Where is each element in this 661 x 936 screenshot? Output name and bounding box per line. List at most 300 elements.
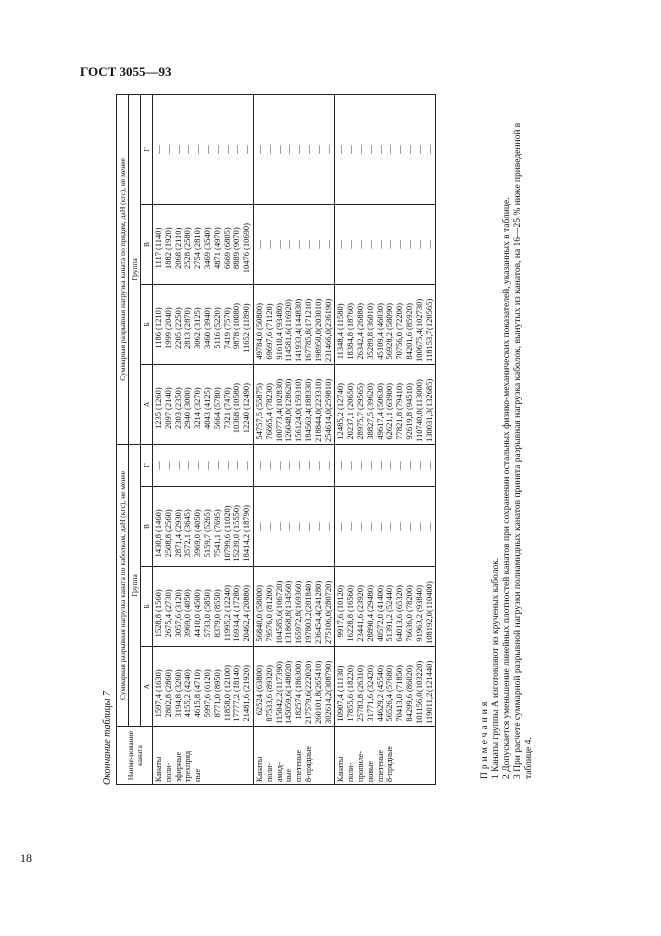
value-dan: 25783,8: [354, 694, 365, 722]
rope-name-line: Канаты: [336, 756, 346, 782]
dash-mark: —: [283, 240, 294, 249]
value-kgs: (18220): [345, 665, 356, 692]
value-dan: 131868,8: [283, 612, 294, 644]
dash-mark: —: [172, 145, 183, 154]
value-kgs: (46030): [374, 303, 385, 330]
value-kgs: (17280): [231, 585, 242, 612]
dash-mark: —: [335, 145, 346, 154]
rope-name-line: поли-: [346, 762, 356, 782]
dash-mark: —: [302, 240, 313, 249]
value-kgs: (4970): [211, 227, 222, 250]
value-dan: 79576,0: [263, 614, 274, 642]
dash-mark: —: [322, 461, 333, 470]
dash-mark: —: [354, 461, 365, 470]
value-dan: 236454,4: [312, 612, 323, 644]
value-dan: 1882: [162, 251, 173, 269]
cell-k-g: [253, 444, 334, 486]
value-kgs: (86020): [403, 665, 414, 692]
value-kgs: (102730): [413, 298, 424, 330]
cell-k-a: [335, 647, 436, 727]
value-dan: 7419: [221, 331, 232, 349]
dash-mark: —: [312, 145, 323, 154]
rope-name: [153, 727, 254, 785]
value-kgs: (32420): [364, 665, 375, 692]
value-dan: 5997,6: [201, 694, 212, 718]
cell-p-b: [335, 284, 436, 364]
dash-mark: —: [153, 461, 163, 470]
value-dan: 10368: [231, 411, 242, 434]
value-dan: 4410,0: [192, 614, 203, 638]
dash-mark: —: [423, 461, 434, 470]
dash-mark: —: [293, 145, 304, 154]
value-kgs: (12740): [335, 383, 346, 410]
dash-mark: —: [182, 145, 193, 154]
value-dan: 231466,0: [322, 330, 333, 362]
value-dan: 5159,7: [201, 534, 212, 558]
dash-mark: —: [413, 522, 424, 531]
dash-mark: —: [312, 461, 323, 470]
value-kgs: (3645): [182, 509, 193, 532]
notes-title: Примечания: [480, 698, 490, 779]
value-kgs: (10080): [231, 303, 242, 330]
value-kgs: (134560): [283, 580, 294, 612]
value-dan: 10799,6: [221, 534, 232, 562]
value-dan: 254614,0: [322, 410, 333, 442]
dash-mark: —: [345, 240, 356, 249]
value-kgs: (78230): [263, 383, 274, 410]
value-kgs: (106720): [273, 580, 284, 612]
col-header-name: Наиме-нование каната: [117, 727, 153, 785]
dash-mark: —: [364, 145, 375, 154]
dash-mark: —: [273, 461, 284, 470]
value-line: [242, 569, 252, 644]
page-number: 18: [20, 851, 32, 865]
dash-mark: —: [364, 522, 375, 531]
value-dan: 198950,0: [312, 330, 323, 362]
value-dan: 2754: [192, 251, 203, 269]
value-dan: 56840,0: [253, 614, 264, 642]
value-dan: 218844,0: [312, 410, 323, 442]
value-dan: 17855,6: [345, 694, 356, 722]
value-kgs: (3540): [201, 227, 212, 250]
dash-mark: —: [263, 461, 274, 470]
cell-k-g: [153, 444, 254, 486]
dash-mark: —: [354, 522, 365, 531]
value-kgs: (79410): [394, 383, 405, 410]
dash-mark: —: [312, 240, 323, 249]
value-kgs: (188330): [302, 378, 313, 410]
dash-mark: —: [253, 240, 264, 249]
dash-mark: —: [293, 461, 304, 470]
cell-p-a: [335, 364, 436, 444]
value-dan: 10476: [241, 251, 252, 274]
notes: [480, 95, 535, 779]
sub-a-2: А: [141, 364, 153, 444]
dash-mark: —: [335, 461, 346, 470]
value-line: [242, 207, 252, 282]
value-kgs: (11580): [335, 303, 346, 330]
value-kgs: (29565): [354, 383, 365, 410]
value-dan: 44629,2: [374, 694, 385, 722]
dash-mark: —: [322, 240, 333, 249]
value-kgs: (2870): [182, 307, 193, 330]
value-dan: 3057,6: [172, 614, 183, 638]
dash-mark: —: [221, 461, 232, 470]
value-kgs: (6120): [201, 669, 212, 692]
value-kgs: (186300): [293, 660, 304, 692]
value-line: [242, 649, 252, 724]
value-kgs: (71120): [263, 303, 274, 330]
value-dan: 108192,0: [423, 612, 434, 644]
value-dan: 2802,8: [162, 694, 173, 718]
value-dan: 1117: [153, 251, 163, 269]
value-dan: 118153,7: [423, 330, 434, 362]
cell-k-b: [153, 567, 254, 647]
value-dan: 16934,4: [231, 614, 242, 642]
value-kgs: (94510): [403, 383, 414, 410]
value-dan: 7541,1: [211, 534, 222, 558]
col-header-kabolki: Суммарная разрывная нагрузка каната по каболкам, даН (кгс), не менее: [117, 444, 129, 726]
dash-mark: —: [192, 461, 203, 470]
value-dan: 167785,8: [302, 330, 313, 362]
value-dan: 91963,2: [413, 614, 424, 642]
dash-mark: —: [312, 522, 323, 531]
value-kgs: (12100): [221, 665, 232, 692]
dash-mark: —: [253, 522, 264, 531]
group-label-2: Группа: [129, 94, 141, 444]
value-kgs: (5265): [201, 509, 212, 532]
value-kgs: (3125): [192, 307, 203, 330]
value-kgs: (41400): [374, 585, 385, 612]
dash-mark: —: [231, 145, 242, 154]
value-dan: 10907,4: [335, 694, 346, 722]
value-dan: 197803,2: [302, 612, 313, 644]
rope-name: [335, 727, 436, 785]
value-kgs: (58090): [384, 303, 395, 330]
value-dan: 104585,6: [273, 612, 284, 644]
value-dan: 2675,4: [162, 614, 173, 638]
value-kgs: (9070): [231, 227, 242, 250]
rope-name-line: поли-: [264, 762, 274, 782]
value-dan: 26342,4: [354, 331, 365, 360]
value-kgs: (36010): [364, 303, 375, 330]
value-line: [425, 287, 435, 362]
value-kgs: (50800): [253, 303, 264, 330]
dash-mark: —: [374, 240, 385, 249]
value-dan: 2871,4: [172, 534, 183, 558]
value-kgs: (39620): [364, 383, 375, 410]
dash-mark: —: [403, 145, 414, 154]
dash-mark: —: [403, 461, 414, 470]
value-dan: 100675,4: [413, 330, 424, 362]
value-kgs: (132685): [423, 378, 434, 410]
dash-mark: —: [364, 461, 375, 470]
value-line: [242, 287, 252, 362]
value-kgs: (4125): [201, 387, 212, 410]
dash-mark: —: [263, 522, 274, 531]
dash-mark: —: [423, 522, 434, 531]
value-kgs: (148020): [283, 660, 294, 692]
value-dan: 184563,4: [302, 410, 313, 442]
value-kgs: (18140): [231, 665, 242, 692]
value-kgs: (7570): [221, 307, 232, 330]
value-dan: 87533,6: [263, 694, 274, 722]
value-kgs: (1560): [153, 589, 163, 612]
rope-name-line: эфирные: [173, 751, 183, 782]
value-kgs: (2350): [172, 387, 183, 410]
dash-mark: —: [384, 240, 395, 249]
value-dan: 38827,5: [364, 411, 375, 440]
rotated-table-block: [100, 95, 560, 785]
rope-name-line: ные: [284, 768, 294, 782]
value-kgs: (29480): [364, 585, 375, 612]
cell-p-a: [253, 364, 334, 444]
value-kgs: (1460): [153, 509, 163, 532]
dash-mark: —: [302, 145, 313, 154]
value-kgs: (4240): [182, 669, 193, 692]
dash-mark: —: [241, 461, 252, 470]
value-dan: 77821,8: [394, 411, 405, 440]
value-kgs: (3260): [172, 669, 183, 692]
dash-mark: —: [241, 145, 252, 154]
value-dan: 1235: [153, 411, 163, 429]
rope-name-line: амид-: [274, 762, 284, 782]
rope-name-line: Канаты: [254, 756, 264, 782]
value-kgs: (18760): [345, 303, 356, 330]
value-kgs: (89320): [263, 665, 274, 692]
value-dan: 101156,0: [413, 692, 424, 724]
value-dan: 3572,1: [182, 534, 193, 558]
value-kgs: (65320): [394, 585, 405, 612]
value-dan: 145059,6: [283, 692, 294, 724]
value-dan: 5116: [211, 331, 222, 349]
value-kgs: (15550): [231, 505, 242, 532]
value-kgs: (63800): [253, 665, 264, 692]
value-dan: 4871: [211, 251, 222, 269]
cell-k-b: [253, 567, 334, 647]
value-kgs: (4710): [192, 669, 203, 692]
value-dan: 28890,4: [364, 614, 375, 642]
dash-mark: —: [322, 522, 333, 531]
value-kgs: (4500): [192, 589, 203, 612]
value-dan: 165972,8: [293, 612, 304, 644]
value-dan: 302614,2: [322, 692, 333, 724]
value-dan: 3969,0: [182, 614, 193, 638]
value-dan: 3969,0: [192, 534, 203, 558]
value-kgs: (11020): [221, 505, 232, 532]
value-dan: 4615,8: [192, 694, 203, 718]
value-kgs: (3120): [172, 589, 183, 612]
value-kgs: (265410): [312, 660, 323, 692]
rope-name-line: 8-прядные: [385, 746, 395, 782]
cell-p-a: [153, 364, 254, 444]
value-kgs: (169360): [293, 580, 304, 612]
value-dan: 2508,8: [162, 534, 173, 558]
rope-name-line: плетеные: [375, 749, 385, 782]
value-kgs: (2930): [172, 509, 183, 532]
value-kgs: (1920): [162, 227, 173, 250]
value-dan: 4155,2: [182, 694, 193, 718]
value-kgs: (201840): [302, 580, 313, 612]
value-dan: 156124,0: [293, 410, 304, 442]
cell-p-b: [153, 284, 254, 364]
dash-mark: —: [354, 240, 365, 249]
value-dan: 5664: [211, 411, 222, 429]
sub-a-1: А: [141, 647, 153, 727]
value-dan: 141933,4: [293, 330, 304, 362]
cell-k-v: [153, 487, 254, 567]
dash-mark: —: [403, 522, 414, 531]
value-line: [425, 569, 435, 644]
value-kgs: (159310): [293, 378, 304, 410]
value-line: [324, 287, 334, 362]
value-dan: 2205: [172, 331, 183, 349]
value-dan: 16228,8: [345, 614, 356, 642]
dash-mark: —: [345, 522, 356, 531]
value-dan: 1597,4: [153, 694, 163, 718]
value-kgs: (26310): [354, 665, 365, 692]
dash-mark: —: [153, 145, 163, 154]
col-header-pryadi: Суммарная разрывная нагрузка каната по прядям, даН (кгс), не менее: [117, 94, 129, 444]
dash-mark: —: [162, 145, 173, 154]
value-kgs: (121440): [423, 660, 434, 692]
cell-p-g: [153, 94, 254, 204]
table-row: [335, 94, 436, 784]
dash-mark: —: [374, 522, 385, 531]
value-dan: 2097: [162, 411, 173, 429]
value-kgs: (10580): [231, 383, 242, 410]
value-kgs: (117390): [273, 661, 284, 692]
value-dan: 84299,6: [403, 694, 414, 722]
cell-k-b: [335, 567, 436, 647]
value-line: [324, 367, 334, 442]
value-kgs: (3000): [182, 387, 193, 410]
value-dan: 17777,2: [231, 694, 242, 722]
value-dan: 49617,4: [374, 411, 385, 440]
value-dan: 110740,0: [413, 410, 424, 442]
value-kgs: (16560): [345, 585, 356, 612]
table-row: [153, 94, 254, 784]
value-kgs: (45540): [374, 665, 385, 692]
value-kgs: (93840): [413, 585, 424, 612]
dash-mark: —: [211, 461, 222, 470]
data-table: [116, 94, 436, 785]
cell-p-b: [253, 284, 334, 364]
rope-name-line: 8-прядные: [303, 746, 313, 782]
value-dan: 12485,2: [335, 411, 346, 440]
dash-mark: —: [345, 461, 356, 470]
value-dan: 12240: [241, 411, 252, 434]
dash-mark: —: [231, 461, 242, 470]
value-line: [324, 569, 334, 644]
value-kgs: (2810): [192, 227, 203, 250]
value-kgs: (102830): [273, 378, 284, 410]
cell-k-v: [335, 487, 436, 567]
value-dan: 64013,6: [394, 614, 405, 642]
value-dan: 76636,0: [403, 614, 414, 642]
value-dan: 69697,6: [263, 331, 274, 360]
dash-mark: —: [413, 461, 424, 470]
value-kgs: (5780): [211, 387, 222, 410]
value-dan: 49784,0: [253, 331, 264, 360]
value-kgs: (4050): [182, 589, 193, 612]
sub-v-1: В: [141, 487, 153, 567]
dash-mark: —: [364, 240, 375, 249]
table-caption: Окончание таблицы 7: [102, 691, 113, 785]
value-kgs: (85920): [403, 303, 414, 330]
rope-name-line: поли-: [163, 762, 173, 782]
value-kgs: (1260): [153, 387, 163, 410]
sub-b-2: Б: [141, 284, 153, 364]
value-dan: 6669: [221, 251, 232, 269]
value-kgs: (236190): [322, 298, 333, 330]
value-dan: 275106,0: [322, 612, 333, 644]
value-kgs: (113000): [413, 379, 424, 410]
value-dan: 18384,8: [345, 331, 356, 360]
value-kgs: (222020): [302, 660, 313, 692]
value-kgs: (7695): [211, 509, 222, 532]
dash-mark: —: [283, 522, 294, 531]
value-kgs: (18790): [241, 505, 252, 532]
value-dan: 20237,1: [345, 411, 356, 440]
dash-mark: —: [384, 461, 395, 470]
value-line: [425, 367, 435, 442]
value-dan: 115042,2: [273, 692, 284, 724]
value-kgs: (2860): [162, 669, 173, 692]
rope-name-line: Канаты: [154, 756, 163, 782]
value-dan: 11652: [241, 331, 252, 353]
dash-mark: —: [201, 145, 212, 154]
value-kgs: (2730): [162, 589, 173, 612]
value-kgs: (2140): [162, 387, 173, 410]
note-2: 2 Допускается уменьшение линейных плотностей канатов при сохранении остальных физико-механических показателей, указанных в таблице.: [502, 197, 512, 779]
sub-g-1: Г: [141, 444, 153, 486]
rope-name: [253, 727, 334, 785]
value-kgs: (2250): [172, 307, 183, 330]
rope-name-line: ные: [193, 768, 203, 782]
value-dan: 70756,0: [394, 331, 405, 360]
table-row: [253, 94, 334, 784]
dash-mark: —: [322, 145, 333, 154]
value-dan: 51391,2: [384, 614, 395, 642]
value-kgs: (10690): [241, 223, 252, 250]
value-kgs: (241280): [312, 580, 323, 612]
value-dan: 5733,0: [201, 614, 212, 638]
value-kgs: (50630): [374, 383, 385, 410]
value-kgs: (8950): [211, 669, 222, 692]
dash-mark: —: [394, 240, 405, 249]
value-kgs: (6805): [221, 227, 232, 250]
value-dan: 76665,4: [263, 411, 274, 440]
dash-mark: —: [374, 145, 385, 154]
value-kgs: (5850): [201, 589, 212, 612]
value-line: [324, 649, 334, 724]
dash-mark: —: [263, 240, 274, 249]
value-kgs: (2040): [162, 307, 173, 330]
cell-k-a: [253, 647, 334, 727]
value-dan: 35289,8: [364, 331, 375, 360]
value-dan: 31771,6: [364, 694, 375, 722]
note-1: 1 Канаты группы А изготовляют из крученых каболок.: [491, 557, 501, 779]
value-kgs: (3270): [192, 387, 203, 410]
dash-mark: —: [162, 461, 173, 470]
dash-mark: —: [335, 240, 346, 249]
cell-p-v: [335, 204, 436, 284]
value-kgs: (3940): [201, 307, 212, 330]
dash-mark: —: [273, 522, 284, 531]
value-dan: 3194,8: [172, 694, 183, 718]
value-dan: 20462,4: [241, 614, 252, 642]
